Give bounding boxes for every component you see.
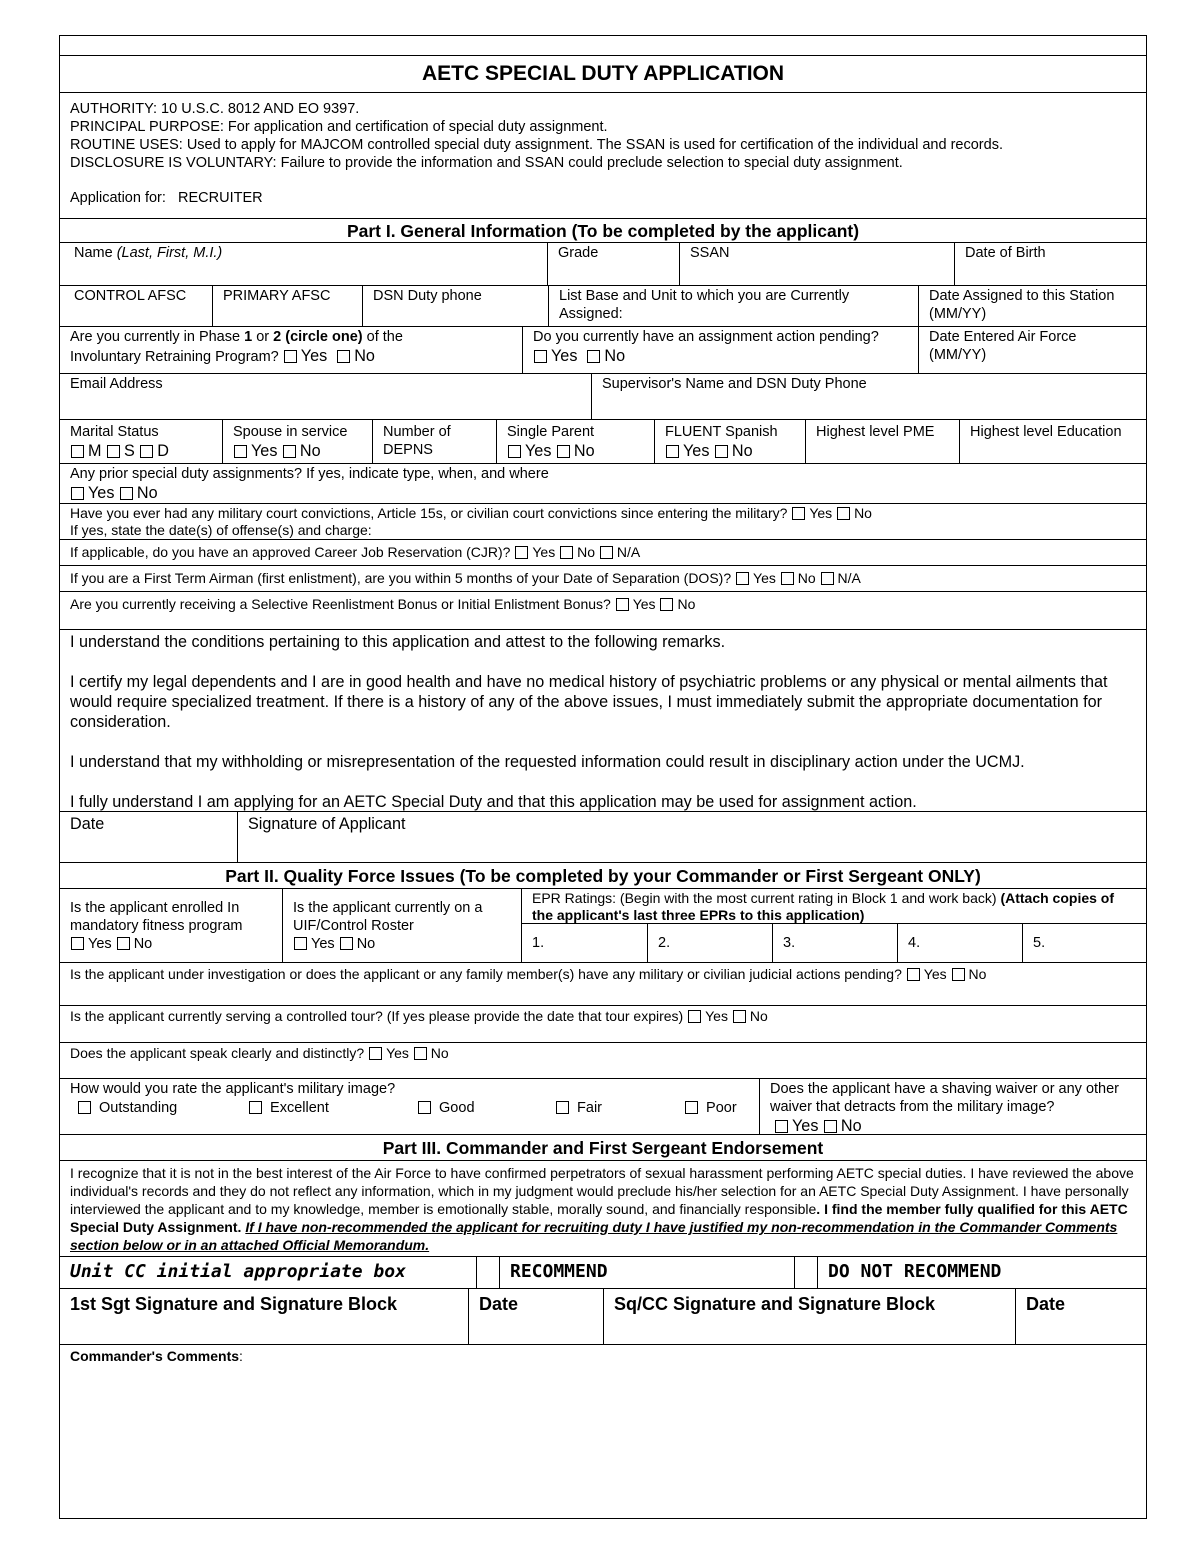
certification-line-3: I understand that my withholding or misrepresentation of the requested information could result in disciplinary action under the UCMJ. [70,753,1025,771]
sqcc-date-field[interactable]: Date [1015,1289,1146,1344]
military-image: How would you rate the applicant's military image? Outstanding Excellent Good Fair Poor [70,1081,737,1116]
srb-row: Are you currently receiving a Selective Reenlistment Bonus or Initial Enlistment Bonus? Yes No [60,591,1146,629]
afsc-row [60,285,1146,326]
spanish-yes-checkbox[interactable] [666,445,679,458]
identity-row [60,242,1146,285]
highest-education-field[interactable]: Highest level Education [959,420,1146,463]
prior-duty-yes-checkbox[interactable] [71,487,84,500]
srb-yes-checkbox[interactable] [616,598,629,611]
part2-header: Part II. Quality Force Issues (To be completed by your Commander or First Sergeant ONLY) [225,866,981,886]
unit-cc-row [60,1256,1146,1288]
dos-yes-checkbox[interactable] [736,572,749,585]
investigation-row: Is the applicant under investigation or does the applicant or any family member(s) have any military or civilian judicial actions pending? Yes No [60,962,1146,1005]
single-parent-no-checkbox[interactable] [557,445,570,458]
cjr-no-checkbox[interactable] [560,546,573,559]
commander-signature-row [60,1288,1146,1344]
fair-checkbox[interactable] [556,1101,569,1114]
poor-checkbox[interactable] [685,1101,698,1114]
certification-block [60,629,1146,811]
uif-yes-checkbox[interactable] [294,937,307,950]
supervisor-field[interactable]: Supervisor's Name and DSN Duty Phone [591,374,1146,419]
marital-status: Marital Status M S D [70,424,169,460]
pending-no-checkbox[interactable] [587,350,600,363]
endorsement-statement-row: I recognize that it is not in the best interest of the Air Force to have confirmed perpetrators of sexual harassment performing AETC special duties. I have reviewed the above individual's records and they do not reflect any information, which in my judgment would preclude his/her selection for an AETC Special Duty Assignment. I have personally interviewed the applicant and to my knowledge, member is emotionally stable, morally sound, and financially responsible. I find the member fully qualified for this AETC Special Duty Assignment. If I have non-recommended the applicant for recruiting duty I have justified my non-recommendation in the Commander Comments section below or in an attached Official Memorandum. [60,1160,1146,1256]
speak-yes-checkbox[interactable] [369,1047,382,1060]
personal-row [60,419,1146,463]
cjr-yes-checkbox[interactable] [515,546,528,559]
shaving-yes-checkbox[interactable] [775,1120,788,1133]
certification-line-1: I understand the conditions pertaining to this application and attest to the following remarks. [70,633,726,651]
number-of-depns[interactable]: Number of DEPNS [372,420,496,463]
cjr-row: If applicable, do you have an approved Career Job Reservation (CJR)? Yes No N/A [60,539,1146,565]
court-no-checkbox[interactable] [837,507,850,520]
single-parent: Single Parent Yes No [496,420,654,463]
application-for-value: RECRUITER [178,190,263,206]
epr-block-5[interactable]: 5. [1022,924,1146,962]
recommend-label: RECOMMEND [499,1257,794,1288]
primary-afsc-field[interactable]: PRIMARY AFSC [212,286,362,326]
sqcc-signature-field[interactable]: Sq/CC Signature and Signature Block [603,1289,1015,1344]
good-checkbox[interactable] [418,1101,431,1114]
non-recommendation-note: If I have non-recommended the applicant for recruiting duty I have justified my non-recommendation in the Commander Comments section below or in an attached Official Memorandum. [70,1219,1118,1253]
part1-header-row [60,218,1146,242]
cjr-question: If applicable, do you have an approved Career Job Reservation (CJR)? [70,544,511,560]
srb-question: Are you currently receiving a Selective Reenlistment Bonus or Initial Enlistment Bonus? [70,596,611,612]
dos-no-checkbox[interactable] [781,572,794,585]
controlled-tour-question: Is the applicant currently serving a controlled tour? (If yes please provide the date that tour expires) [70,1008,684,1024]
epr-block-4[interactable]: 4. [897,924,1022,962]
do-not-recommend-initial-box[interactable] [794,1257,817,1288]
tour-yes-checkbox[interactable] [688,1010,701,1023]
speak-row: Does the applicant speak clearly and distinctly? Yes No [60,1042,1146,1078]
excellent-checkbox[interactable] [249,1101,262,1114]
email-row [60,373,1146,419]
uif-roster: Is the applicant currently on a UIF/Control Roster Yes No [282,889,521,962]
pending-yes-checkbox[interactable] [534,350,547,363]
principal-purpose-line: PRINCIPAL PURPOSE: For application and certification of special duty assignment. [70,119,608,135]
control-afsc-field[interactable]: CONTROL AFSC [74,288,187,304]
applicant-date-field[interactable]: Date [70,815,105,833]
spouse-in-service: Spouse in service Yes No [222,420,372,463]
grade-field[interactable]: Grade [547,243,679,285]
retraining-yes-checkbox[interactable] [284,350,297,363]
dos-row: If you are a First Term Airman (first enlistment), are you within 5 months of your Date of Separation (DOS)? Yes No N/A [60,565,1146,591]
speak-no-checkbox[interactable] [414,1047,427,1060]
phase-row [60,326,1146,373]
marital-d-checkbox[interactable] [140,445,153,458]
pending-question: Do you currently have an assignment action pending? Yes No [522,327,918,373]
name-field[interactable]: Name (Last, First, M.I.) [74,245,223,261]
part1-header: Part I. General Information (To be completed by the applicant) [346,221,860,241]
commander-comments-field[interactable]: Commander's Comments: [70,1348,243,1364]
fitness-yes-checkbox[interactable] [71,937,84,950]
srb-no-checkbox[interactable] [660,598,673,611]
investigation-no-checkbox[interactable] [952,968,965,981]
marital-m-checkbox[interactable] [71,445,84,458]
disclosure-line: DISCLOSURE IS VOLUNTARY: Failure to provide the information and SSAN could preclude selection to special duty assignment. [70,155,903,171]
prior-duty-question: Any prior special duty assignments? If yes, indicate type, when, and where [70,466,549,482]
marital-s-checkbox[interactable] [107,445,120,458]
epr-block-3[interactable]: 3. [772,924,897,962]
speak-question: Does the applicant speak clearly and distinctly? [70,1045,365,1061]
authority-line: AUTHORITY: 10 U.S.C. 8012 AND EO 9397. [70,101,360,117]
fluent-spanish: FLUENT Spanish Yes No [654,420,805,463]
part3-header-row [60,1134,1146,1160]
date-entered-field[interactable]: Date Entered Air Force (MM/YY) [918,327,1146,373]
fitness-no-checkbox[interactable] [117,937,130,950]
investigation-yes-checkbox[interactable] [907,968,920,981]
first-sgt-date-field[interactable]: Date [468,1289,603,1344]
unit-cc-label: Unit CC initial appropriate box [70,1261,406,1282]
shaving-waiver: Does the applicant have a shaving waiver or any other waiver that detracts from the military image? Yes No [759,1079,1146,1134]
base-unit-field[interactable]: List Base and Unit to which you are Currently Assigned: [548,286,918,326]
ssan-field[interactable]: SSAN [679,243,954,285]
quality-row [60,888,1146,962]
court-question: Have you ever had any military court convictions, Article 15s, or civilian court convictions since entering the military? [70,505,788,521]
epr-block-1[interactable]: 1. [532,935,545,951]
court-question-detail: If yes, state the date(s) of offense(s) and charge: [70,522,372,538]
part3-header: Part III. Commander and First Sergeant Endorsement [382,1138,824,1158]
highest-pme-field[interactable]: Highest level PME [805,420,959,463]
endorsement-statement: I recognize that it is not in the best interest of the Air Force to have confirmed perpetrators of sexual harassment performing AETC special duties. I have reviewed the above individual's records and they do not reflect any information, which in my judgment would preclude his/her selection for an AETC Special Duty Assignment. I have personally interviewed the applicant and to my knowledge, member is emotionally stable, morally sound, and financially responsible [70,1165,1134,1217]
retraining-question: Are you currently in Phase 1 or 2 (circle one) of the Involuntary Retraining Program? Yes No [70,329,403,365]
prior-duty-no-checkbox[interactable] [120,487,133,500]
spanish-no-checkbox[interactable] [715,445,728,458]
date-of-birth-field[interactable]: Date of Birth [954,243,1146,285]
fitness-program: Is the applicant enrolled In mandatory fitness program Yes No [70,900,243,952]
controlled-tour-row: Is the applicant currently serving a controlled tour? (If yes please provide the date that tour expires) Yes No [60,1005,1146,1042]
tour-no-checkbox[interactable] [733,1010,746,1023]
epr-ratings: EPR Ratings: (Begin with the most current rating in Block 1 and work back) (Attach copies of the applicant's last three EPRs to this application) 1. 2. 3. 4. 5. [521,889,1146,962]
court-row: Have you ever had any military court convictions, Article 15s, or civilian court convictions since entering the military? Yes No If yes, state the date(s) of offense(s) and charge: [60,503,1146,539]
investigation-question: Is the applicant under investigation or does the applicant or any family member(s) have any military or civilian judicial actions pending? [70,966,902,982]
special-duty-form [59,35,1147,1519]
spouse-yes-checkbox[interactable] [234,445,247,458]
uif-no-checkbox[interactable] [340,937,353,950]
single-parent-yes-checkbox[interactable] [508,445,521,458]
spouse-no-checkbox[interactable] [283,445,296,458]
applicant-signature-field[interactable]: Signature of Applicant [237,812,1146,862]
certification-line-4: I fully understand I am applying for an AETC Special Duty and that this application may be used for assignment action. [70,793,917,811]
dos-question: If you are a First Term Airman (first enlistment), are you within 5 months of your Date of Separation (DOS)? [70,570,732,586]
cjr-na-checkbox[interactable] [600,546,613,559]
dos-na-checkbox[interactable] [821,572,834,585]
retraining-no-checkbox[interactable] [337,350,350,363]
commander-comments-row [60,1344,1146,1518]
certification-line-2: I certify my legal dependents and I are in good health and have no medical history of psychiatric problems or any physical or mental ailments that would require specialized treatment. If there is a history of any of the above issues, I must immediately submit the appropriate documentation for consideration. [70,673,1108,731]
first-sgt-signature-field[interactable]: 1st Sgt Signature and Signature Block [70,1294,398,1314]
title-row [60,55,1146,92]
recommend-initial-box[interactable] [476,1257,499,1288]
court-yes-checkbox[interactable] [792,507,805,520]
image-row [60,1078,1146,1134]
epr-block-2[interactable]: 2. [647,924,772,962]
do-not-recommend-label: DO NOT RECOMMEND [817,1257,1146,1288]
form-title: AETC SPECIAL DUTY APPLICATION [421,62,785,85]
date-assigned-field[interactable]: Date Assigned to this Station (MM/YY) [918,286,1146,326]
dsn-phone-field[interactable]: DSN Duty phone [362,286,548,326]
applicant-signature-row [60,811,1146,862]
routine-uses-line: ROUTINE USES: Used to apply for MAJCOM controlled special duty assignment. The SSAN is used for certification of the individual and records. [70,137,1003,153]
part2-header-row [60,862,1146,888]
outstanding-checkbox[interactable] [78,1101,91,1114]
application-for: Application for: RECRUITER [70,190,263,206]
shaving-no-checkbox[interactable] [824,1120,837,1133]
prior-duty-row: Any prior special duty assignments? If yes, indicate type, when, and where Yes No [60,463,1146,503]
email-field[interactable]: Email Address [70,376,163,392]
authority-block [60,92,1146,218]
